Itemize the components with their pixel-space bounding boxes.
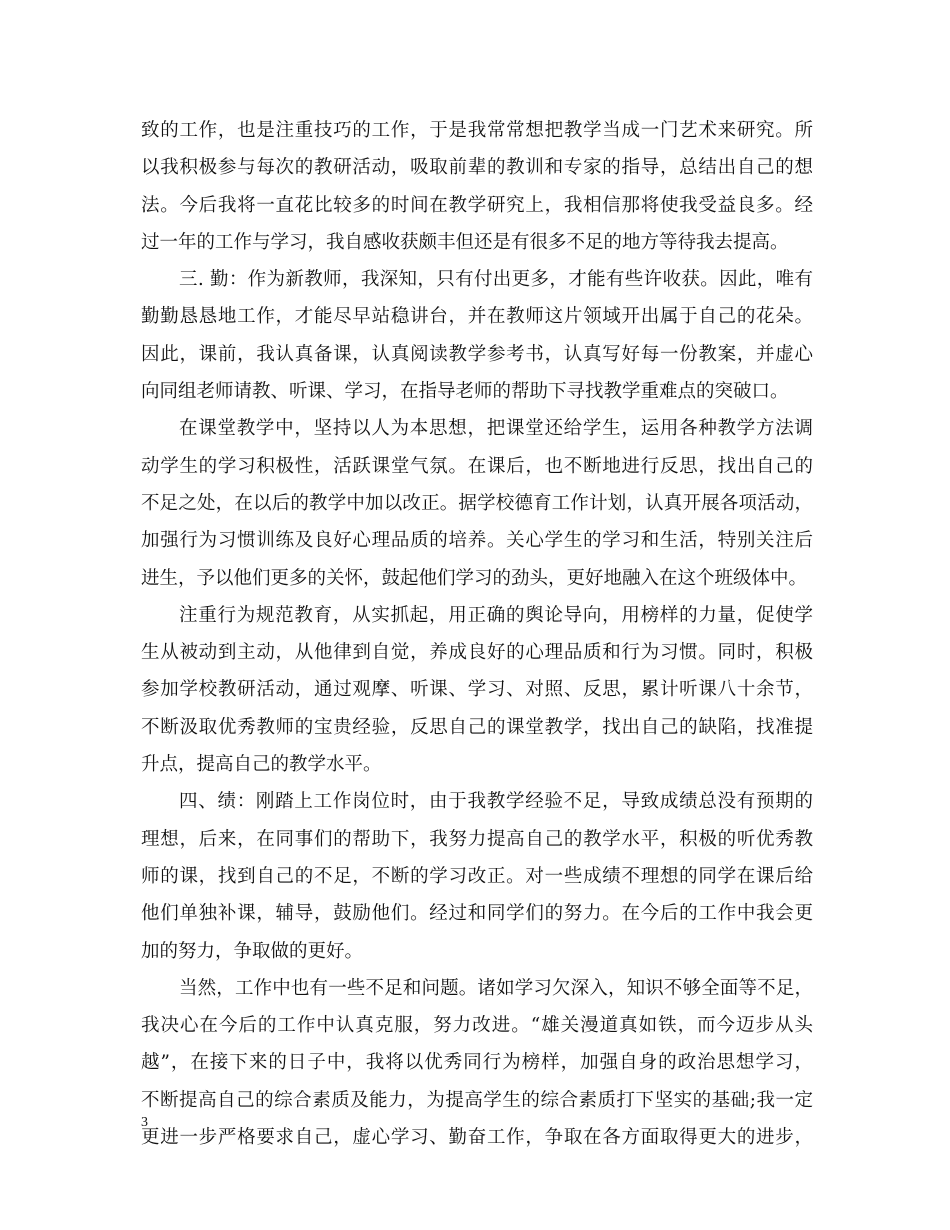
text-line: 注重行为规范教育，从实抓起，用正确的舆论导向，用榜样的力量，促使学 (179, 604, 813, 626)
text-line: 我决心在今后的工作中认真克服，努力改进。“雄关漫道真如铁，而今迈步从头 (141, 1015, 813, 1037)
text-line: 在课堂教学中，坚持以人为本思想，把课堂还给学生，运用各种教学方法调 (179, 418, 813, 440)
text-line: 当然，工作中也有一些不足和问题。诸如学习欠深入，知识不够全面等不足， (179, 977, 813, 999)
paragraph (141, 970, 813, 1156)
text-line: 更进一步严格要求自己，虚心学习、勤奋工作，争取在各方面取得更大的进步， (141, 1127, 813, 1149)
paragraph (141, 410, 813, 596)
text-line: 加的努力，争取做的更好。 (141, 940, 364, 962)
text-line: 三. 勤：作为新教师，我深知，只有付出更多，才能有些许收获。因此，唯有 (179, 269, 813, 291)
text-line: 升点，提高自己的教学水平。 (141, 754, 382, 776)
text-line: 向同组老师请教、听课、学习，在指导老师的帮助下寻找教学重难点的突破口。 (141, 381, 789, 403)
text-line: 过一年的工作与学习，我自感收获颇丰但还是有很多不足的地方等待我去提高。 (141, 231, 789, 253)
text-line: 以我积极参与每次的教研活动，吸取前辈的教训和专家的指导，总结出自己的想 (141, 157, 813, 179)
paragraph (141, 597, 813, 783)
page-number: 3 (141, 1115, 148, 1130)
text-line: 因此，课前，我认真备课，认真阅读教学参考书，认真写好每一份教案，并虚心 (141, 343, 813, 365)
text-line: 越”，在接下来的日子中，我将以优秀同行为榜样，加强自身的政治思想学习， (141, 1052, 813, 1074)
text-line: 师的课，找到自己的不足，不断的学习改正。对一些成绩不理想的同学在课后给 (141, 865, 813, 887)
text-line: 不断汲取优秀教师的宝贵经验，反思自己的课堂教学，找出自己的缺陷，找准提 (141, 716, 813, 738)
text-line: 致的工作，也是注重技巧的工作，于是我常常想把教学当成一门艺术来研究。所 (141, 120, 813, 141)
text-line: 加强行为习惯训练及良好心理品质的培养。关心学生的学习和生活，特别关注后 (141, 530, 813, 552)
text-line: 参加学校教研活动，通过观摩、听课、学习、对照、反思，累计听课八十余节， (141, 679, 813, 701)
paragraph (141, 112, 813, 261)
text-line: 进生，予以他们更多的关怀，鼓起他们学习的劲头，更好地融入在这个班级体中。 (141, 567, 808, 589)
text-line: 生从被动到主动，从他律到自觉，养成良好的心理品质和行为习惯。同时，积极 (141, 642, 813, 664)
text-line: 四、绩：刚踏上工作岗位时，由于我教学经验不足，导致成绩总没有预期的 (179, 791, 813, 813)
text-line: 不断提高自己的综合素质及能力，为提高学生的综合素质打下坚实的基础;我一定 (141, 1089, 813, 1111)
text-line: 勤勤恳恳地工作，才能尽早站稳讲台，并在教师这片领域开出属于自己的花朵。 (141, 306, 813, 328)
text-line: 理想，后来，在同事们的帮助下，我努力提高自己的教学水平，积极的听优秀教 (141, 828, 813, 850)
text-line: 不足之处，在以后的教学中加以改正。据学校德育工作计划，认真开展各项活动， (141, 492, 813, 514)
document-body (141, 112, 813, 1156)
paragraph (141, 783, 813, 969)
text-line: 他们单独补课，辅导，鼓励他们。经过和同学们的努力。在今后的工作中我会更 (141, 903, 813, 925)
text-line: 动学生的学习积极性，活跃课堂气氛。在课后，也不断地进行反思，找出自己的 (141, 455, 813, 477)
text-line: 法。今后我将一直花比较多的时间在教学研究上，我相信那将使我受益良多。经 (141, 194, 813, 216)
paragraph (141, 261, 813, 410)
